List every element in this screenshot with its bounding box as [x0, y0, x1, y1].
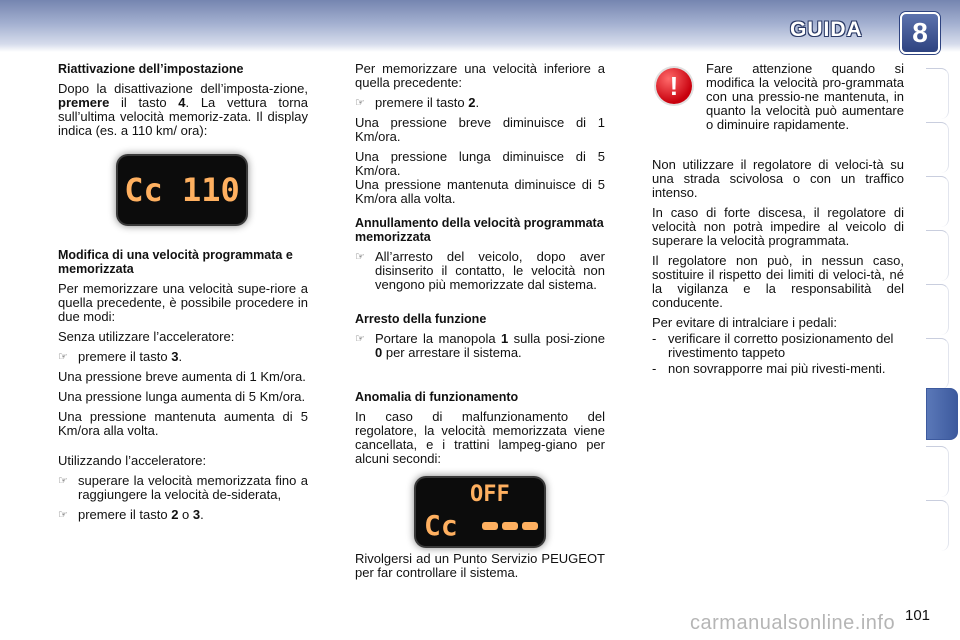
list-item: ☞ premere il tasto 2 o 3. — [58, 507, 204, 522]
paragraph-held-press: Una pressione mantenuta aumenta di 5 Km/ora alla volta. — [58, 409, 308, 438]
chapter-tab[interactable] — [926, 230, 949, 281]
paragraph-long-press: Una pressione lunga diminuisce di 5 Km/ora. — [355, 149, 605, 178]
fault-display — [416, 478, 544, 546]
display-dash — [502, 522, 518, 530]
pointing-hand-icon: ☞ — [58, 509, 68, 521]
display-dash — [522, 522, 538, 530]
paragraph-reactivation: Dopo la disattivazione dell’imposta-zione, premere il tasto 4. La vettura torna sull’ultima velocità memoriz-zata. Il display indica (es. a 110 km/ ora): — [58, 81, 308, 138]
list-item: ☞ superare la velocità memorizzata fino a raggiungere la velocità de-siderata, — [58, 473, 308, 502]
heading-modify: Modifica di una velocità programmata e memorizzata — [58, 248, 293, 276]
paragraph-without-accelerator: Senza utilizzare l’acceleratore: — [58, 329, 235, 344]
page-number: 101 — [905, 607, 931, 624]
chapter-tab[interactable] — [926, 500, 949, 551]
chapter-tab[interactable] — [926, 284, 949, 335]
heading-reactivation: Riattivazione dell’impostazione — [58, 62, 244, 76]
paragraph-with-accelerator: Utilizzando l’acceleratore: — [58, 453, 207, 468]
pointing-hand-icon: ☞ — [58, 475, 68, 487]
display-speed-text: Cc 110 — [124, 171, 240, 209]
list-item: ☞ Portare la manopola 1 sulla posi-zione 0 per arrestare il sistema. — [355, 331, 605, 360]
list-item: - verificare il corretto posizionamento del rivestimento tappeto — [652, 331, 894, 360]
column-left — [58, 62, 308, 528]
paragraph-downhill: In caso di forte discesa, il regolatore di velocità non potrà impedire al veicolo di superare la velocità programmata. — [652, 205, 904, 248]
exclamation-warning-icon: ! — [656, 68, 692, 104]
paragraph-warning-intro: Fare attenzione quando si modifica la velocità pro-grammata con una pressio-ne mantenuta, in quanto la velocità può aumentare o diminuire rapidamente. — [706, 61, 904, 132]
chapter-tab-active[interactable] — [926, 388, 958, 440]
speed-display — [118, 156, 246, 224]
pointing-hand-icon: ☞ — [355, 333, 365, 345]
pointing-hand-icon: ☞ — [355, 251, 365, 263]
display-dash — [482, 522, 498, 530]
chapter-tab[interactable] — [926, 446, 949, 497]
heading-fault: Anomalia di funzionamento — [355, 390, 519, 404]
header-bar — [0, 0, 960, 52]
list-item: ☞ All’arresto del veicolo, dopo aver disinserito il contatto, le velocità non vengono più memorizzate dal sistema. — [355, 249, 605, 292]
column-right-intro — [706, 62, 904, 138]
paragraph-long-press: Una pressione lunga aumenta di 5 Km/ora. — [58, 389, 306, 404]
heading-cancel: Annullamento della velocità programmata memorizzata — [355, 216, 604, 244]
chapter-tab[interactable] — [926, 68, 949, 119]
paragraph-no-replace: Il regolatore non può, in nessun caso, sostituire il rispetto dei limiti di veloci-tà, né la vigilanza e la responsabilità del conducente. — [652, 253, 904, 310]
paragraph-short-press: Una pressione breve aumenta di 1 Km/ora. — [58, 369, 306, 384]
paragraph-modify: Per memorizzare una velocità supe-riore a quella precedente, è possibile procedere in due modi: — [58, 281, 308, 324]
pointing-hand-icon: ☞ — [355, 97, 365, 109]
chapter-tabs — [926, 68, 952, 573]
paragraph-service: Rivolgersi ad un Punto Servizio PEUGEOT per far controllare il sistema. — [355, 551, 605, 580]
paragraph-avoid-pedals: Per evitare di intralciare i pedali: — [652, 315, 837, 330]
paragraph-short-press: Una pressione breve diminuisce di 1 Km/ora. — [355, 115, 605, 144]
watermark: carmanualsonline.info — [690, 612, 896, 634]
list-item: - non sovrapporre mai più rivesti-menti. — [652, 361, 886, 376]
chapter-tab[interactable] — [926, 176, 949, 227]
paragraph-slippery: Non utilizzare il regolatore di veloci-tà su una strada scivolosa o con un traffico intenso. — [652, 157, 904, 200]
chapter-tab[interactable] — [926, 122, 949, 173]
display-off-text: OFF — [470, 482, 510, 507]
chapter-badge: 8 — [900, 12, 940, 54]
column-middle-bottom — [355, 552, 605, 586]
chapter-tab[interactable] — [926, 338, 949, 389]
heading-stop: Arresto della funzione — [355, 312, 487, 326]
column-middle — [355, 62, 605, 472]
display-cc-text: Cc — [424, 509, 458, 542]
pointing-hand-icon: ☞ — [58, 351, 68, 363]
column-right — [652, 158, 904, 378]
section-title: GUIDA — [790, 18, 863, 41]
paragraph-lower-speed: Per memorizzare una velocità inferiore a quella precedente: — [355, 61, 605, 90]
paragraph-held-press: Una pressione mantenuta diminuisce di 5 Km/ora alla volta. — [355, 177, 605, 206]
list-item: ☞ premere il tasto 3. — [58, 349, 183, 364]
paragraph-fault: In caso di malfunzionamento del regolatore, la velocità memorizzata viene cancellata, e i trattini lampeg-giano per alcuni secondi: — [355, 409, 605, 466]
list-item: ☞ premere il tasto 2. — [355, 95, 480, 110]
